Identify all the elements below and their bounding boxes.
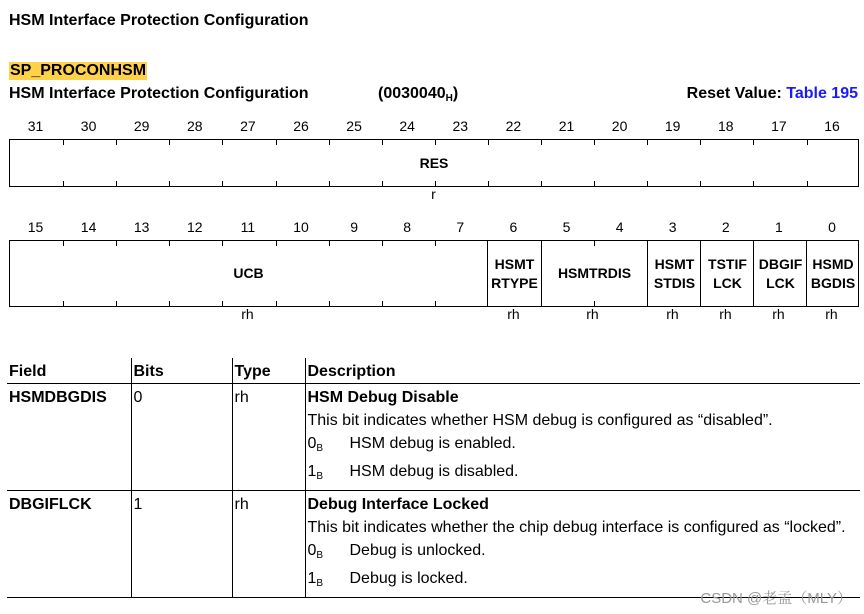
bit-number: 7 xyxy=(456,219,465,235)
bit-number: 12 xyxy=(187,219,203,235)
bit-tick xyxy=(116,241,117,246)
reset-value-link[interactable]: Table 195 xyxy=(786,85,858,102)
bit-tick xyxy=(63,140,64,145)
bit-tick xyxy=(222,181,223,186)
access-tstiflck: rh xyxy=(719,306,732,322)
bit-tick xyxy=(276,181,277,186)
bit-tick xyxy=(753,140,754,145)
bit-tick xyxy=(488,140,489,145)
bit-number: 19 xyxy=(664,118,681,134)
bit-tick xyxy=(541,140,542,145)
bit-number: 18 xyxy=(718,118,734,134)
bit-number: 6 xyxy=(509,219,518,235)
bit-tick xyxy=(63,301,64,306)
field-hsmdbgdis: HSMD BGDIS xyxy=(810,255,856,291)
description-title: Debug Interface Locked xyxy=(307,496,489,513)
row-description xyxy=(305,384,860,491)
bit-number: 3 xyxy=(668,219,677,235)
bit-tick xyxy=(63,241,64,246)
field-hsmtsdis: HSMT STDIS xyxy=(653,255,696,291)
row-type: rh xyxy=(232,491,305,598)
description-title: HSM Debug Disable xyxy=(307,389,459,406)
bit-number: 26 xyxy=(293,118,309,134)
row-bits: 1 xyxy=(131,491,232,598)
field-ucb: UCB xyxy=(233,265,264,281)
enum-item: $0_B$ Debug is unlocked. xyxy=(307,542,486,561)
header-description: Description xyxy=(305,358,860,384)
bit-number: 24 xyxy=(399,118,415,134)
bit-tick xyxy=(329,140,330,145)
bit-number: 4 xyxy=(615,219,624,235)
enum-item: $1_B$ HSM debug is disabled. xyxy=(307,463,519,482)
bit-number: 9 xyxy=(350,219,358,235)
bit-tick xyxy=(647,140,648,145)
page-title: HSM Interface Protection Configuration xyxy=(9,12,309,29)
bit-number: 29 xyxy=(133,118,150,134)
bit-tick xyxy=(222,140,223,145)
bit-tick xyxy=(169,181,170,186)
bit-number: 21 xyxy=(558,118,575,134)
access-hsmtsdis: rh xyxy=(666,306,679,322)
access-hsmdbgdis: rh xyxy=(825,306,838,322)
access-dbgiflck: rh xyxy=(772,306,785,322)
header-type: Type xyxy=(232,358,305,384)
reset-value: Reset Value: Table 195 xyxy=(686,85,858,102)
bit-number: 5 xyxy=(562,219,571,235)
bit-tick xyxy=(594,241,595,246)
access-ucb: rh xyxy=(241,306,254,322)
bit-tick xyxy=(276,140,277,145)
bit-tick xyxy=(700,181,701,186)
bit-tick xyxy=(276,301,277,306)
bit-tick xyxy=(382,140,383,145)
field-dbgiflck: DBGIF LCK xyxy=(758,255,803,291)
bit-tick xyxy=(169,301,170,306)
lower-register-row xyxy=(9,240,859,307)
bit-tick xyxy=(647,181,648,186)
bit-tick xyxy=(329,241,330,246)
access-hsmtrdis: rh xyxy=(586,306,599,322)
access-res: r xyxy=(431,186,436,202)
description-text: This bit indicates whether HSM debug is configured as “disabled”. xyxy=(307,412,773,429)
enum-item: $0_B$ HSM debug is enabled. xyxy=(307,435,516,454)
bit-number: 15 xyxy=(27,219,44,235)
upper-register-row xyxy=(9,139,859,187)
enum-item: $1_B$ Debug is locked. xyxy=(307,570,468,589)
bit-number: 25 xyxy=(346,118,362,134)
header-field: Field xyxy=(7,358,131,384)
description-text: This bit indicates whether the chip debug interface is configured as “locked”. xyxy=(307,519,846,536)
watermark: CSDN @老孟（MLY） xyxy=(700,590,852,607)
bit-tick xyxy=(594,181,595,186)
row-description xyxy=(305,491,860,598)
bit-number: 14 xyxy=(80,219,97,235)
bit-tick xyxy=(807,181,808,186)
row-type: rh xyxy=(232,384,305,491)
bit-number: 20 xyxy=(611,118,628,134)
bit-tick xyxy=(329,301,330,306)
bit-number: 1 xyxy=(774,219,783,235)
bit-tick xyxy=(329,181,330,186)
bit-tick xyxy=(169,140,170,145)
bit-tick xyxy=(541,181,542,186)
field-table xyxy=(7,358,860,598)
bit-tick xyxy=(435,241,436,246)
bit-tick xyxy=(488,181,489,186)
bit-number: 0 xyxy=(828,219,836,235)
bit-number: 28 xyxy=(187,118,203,134)
bit-number: 10 xyxy=(293,219,309,235)
bit-tick xyxy=(435,140,436,145)
bit-number: 30 xyxy=(80,118,97,134)
bit-tick xyxy=(700,140,701,145)
bit-number: 22 xyxy=(505,118,522,134)
bit-tick xyxy=(222,241,223,246)
bit-number: 8 xyxy=(403,219,412,235)
header-bits: Bits xyxy=(131,358,232,384)
field-res: RES xyxy=(419,154,449,171)
field-hsmtrdis: HSMTRDIS xyxy=(557,265,632,281)
bit-number: 23 xyxy=(452,118,469,134)
register-long-name: HSM Interface Protection Configuration xyxy=(9,85,309,102)
bit-tick xyxy=(276,241,277,246)
bit-tick xyxy=(594,140,595,145)
bit-number: 17 xyxy=(771,118,787,134)
table-header-row xyxy=(7,358,860,384)
access-hsmtrtype: rh xyxy=(507,306,520,322)
bit-tick xyxy=(169,241,170,246)
bit-number: 31 xyxy=(27,118,44,134)
bit-number: 11 xyxy=(240,219,256,235)
bit-tick xyxy=(753,181,754,186)
row-field: HSMDBGDIS xyxy=(7,384,131,491)
bit-tick xyxy=(382,181,383,186)
field-tstiflck: TSTIF LCK xyxy=(708,255,747,291)
bit-number: 2 xyxy=(721,219,730,235)
row-bits: 0 xyxy=(131,384,232,491)
bit-tick xyxy=(435,301,436,306)
bit-number: 13 xyxy=(133,219,150,235)
bit-tick xyxy=(63,181,64,186)
row-field: DBGIFLCK xyxy=(7,491,131,598)
register-name: SP_PROCONHSM xyxy=(10,62,147,79)
table-row xyxy=(7,384,860,491)
table-row xyxy=(7,491,860,598)
bit-tick xyxy=(382,241,383,246)
register-address: $(0030040_H)$ xyxy=(378,85,459,104)
field-hsmtrtype: HSMT RTYPE xyxy=(491,255,538,291)
bit-tick xyxy=(807,140,808,145)
bit-tick xyxy=(382,301,383,306)
bit-tick xyxy=(116,140,117,145)
bit-tick xyxy=(116,181,117,186)
bit-number: 16 xyxy=(824,118,840,134)
bit-number: 27 xyxy=(240,118,256,134)
bit-tick xyxy=(116,301,117,306)
